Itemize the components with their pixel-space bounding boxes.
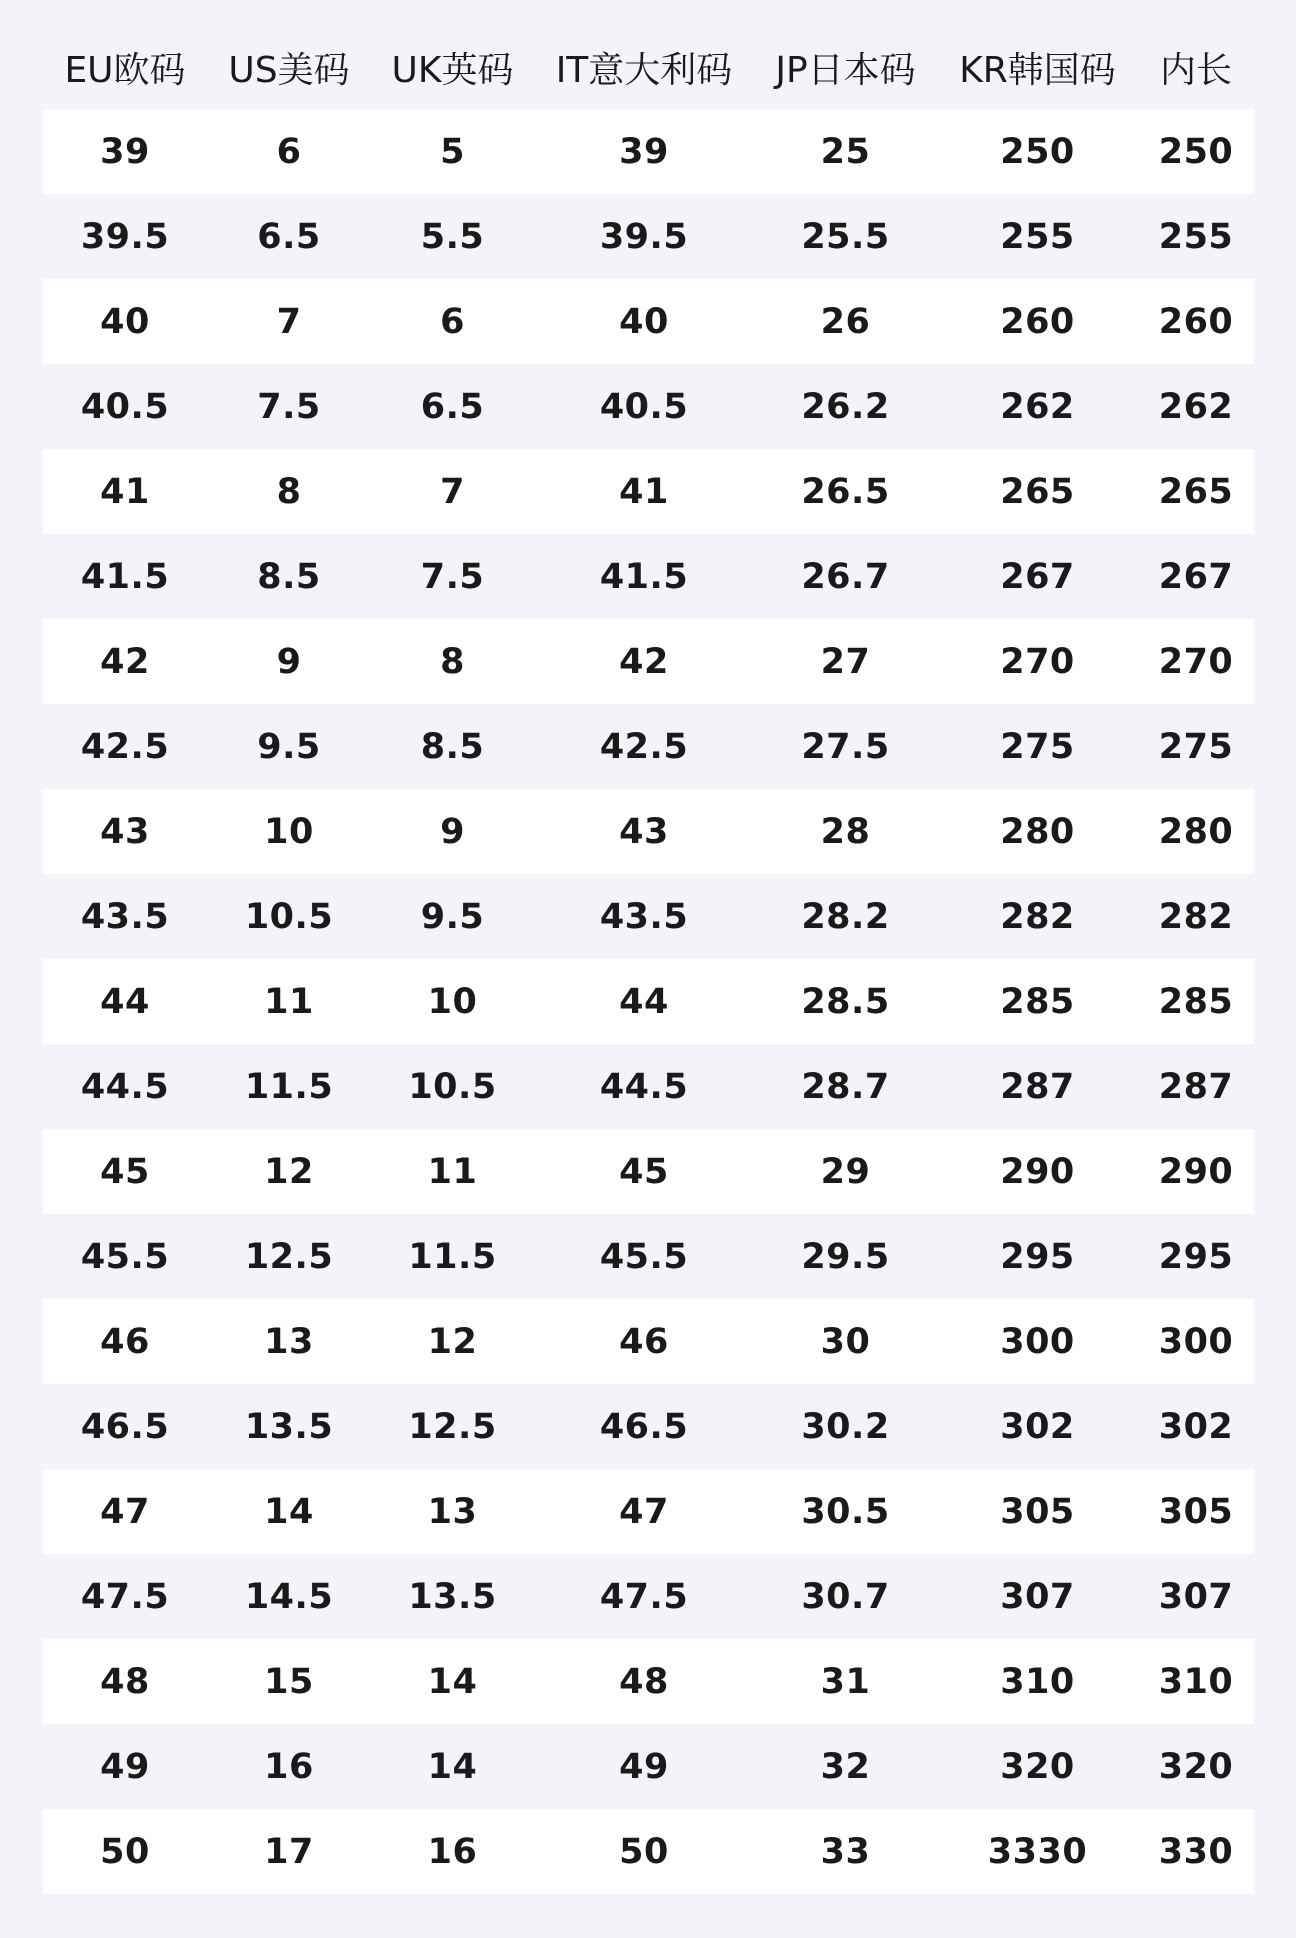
cell-it: 44.5 — [599, 1066, 689, 1107]
cell-jp: 29 — [820, 1151, 871, 1192]
cell-inner-length: 320 — [1158, 1746, 1234, 1787]
cell-inner-length: 290 — [1158, 1151, 1234, 1192]
cell-inner-length: 287 — [1158, 1066, 1234, 1107]
cell-us: 14 — [264, 1491, 314, 1532]
cell-jp: 26.2 — [801, 386, 890, 427]
cell-inner-length: 280 — [1158, 811, 1234, 852]
table-row — [43, 194, 1254, 279]
cell-it: 46 — [619, 1321, 669, 1362]
cell-us: 8 — [276, 471, 302, 512]
cell-eu: 45 — [100, 1151, 150, 1192]
cell-inner-length: 275 — [1158, 726, 1234, 767]
table-row — [43, 1044, 1254, 1129]
cell-jp: 25.5 — [801, 216, 890, 257]
cell-jp: 28 — [820, 811, 871, 852]
cell-it: 41.5 — [599, 556, 689, 597]
table-row — [43, 1214, 1254, 1299]
table-row — [43, 704, 1254, 789]
cell-kr: 250 — [1000, 131, 1075, 172]
cell-kr: 320 — [1000, 1746, 1075, 1787]
cell-kr: 260 — [1000, 301, 1075, 342]
cell-kr: 307 — [1000, 1576, 1075, 1617]
table-body — [43, 109, 1254, 1894]
cell-us: 14.5 — [244, 1576, 334, 1617]
header-it: IT意大利码 — [555, 49, 733, 91]
cell-us: 11 — [264, 981, 314, 1022]
header-kr: KR韩国码 — [959, 49, 1116, 91]
cell-inner-length: 295 — [1158, 1236, 1234, 1277]
cell-it: 41 — [619, 471, 669, 512]
cell-uk: 11 — [427, 1151, 478, 1192]
cell-inner-length: 302 — [1158, 1406, 1234, 1447]
table-row — [43, 874, 1254, 959]
cell-uk: 5 — [440, 131, 465, 172]
cell-uk: 11.5 — [408, 1236, 497, 1277]
cell-jp: 27 — [820, 641, 871, 682]
cell-uk: 13.5 — [408, 1576, 497, 1617]
cell-us: 9 — [276, 641, 302, 682]
cell-kr: 262 — [1000, 386, 1075, 427]
cell-uk: 5.5 — [420, 216, 485, 257]
cell-inner-length: 265 — [1158, 471, 1234, 512]
cell-uk: 14 — [427, 1746, 478, 1787]
cell-kr: 275 — [1000, 726, 1075, 767]
cell-inner-length: 260 — [1158, 301, 1234, 342]
cell-eu: 42 — [100, 641, 150, 682]
cell-kr: 295 — [1000, 1236, 1075, 1277]
cell-inner-length: 262 — [1158, 386, 1234, 427]
cell-it: 42.5 — [599, 726, 689, 767]
cell-inner-length: 305 — [1158, 1491, 1234, 1532]
cell-eu: 41.5 — [80, 556, 170, 597]
cell-kr: 287 — [1000, 1066, 1075, 1107]
cell-us: 6 — [276, 131, 302, 172]
cell-uk: 16 — [427, 1831, 478, 1872]
cell-jp: 33 — [820, 1831, 871, 1872]
cell-inner-length: 300 — [1158, 1321, 1234, 1362]
table-row — [43, 1554, 1254, 1639]
cell-inner-length: 250 — [1158, 131, 1234, 172]
table-row — [43, 1639, 1254, 1724]
cell-kr: 3330 — [987, 1831, 1088, 1872]
cell-eu: 47 — [100, 1491, 150, 1532]
cell-jp: 28.7 — [801, 1066, 890, 1107]
cell-us: 10.5 — [244, 896, 334, 937]
cell-us: 6.5 — [257, 216, 321, 257]
table-row — [43, 1384, 1254, 1469]
cell-it: 50 — [619, 1831, 669, 1872]
cell-uk: 6 — [440, 301, 465, 342]
cell-eu: 46 — [100, 1321, 150, 1362]
cell-eu: 43 — [100, 811, 150, 852]
cell-jp: 28.2 — [801, 896, 890, 937]
cell-inner-length: 285 — [1158, 981, 1234, 1022]
cell-it: 39.5 — [599, 216, 689, 257]
cell-uk: 12 — [427, 1321, 478, 1362]
cell-jp: 32 — [820, 1746, 871, 1787]
cell-eu: 48 — [100, 1661, 150, 1702]
cell-inner-length: 255 — [1158, 216, 1234, 257]
cell-jp: 26.5 — [801, 471, 890, 512]
cell-it: 44 — [619, 981, 669, 1022]
cell-it: 40.5 — [599, 386, 689, 427]
cell-kr: 305 — [1000, 1491, 1075, 1532]
cell-kr: 285 — [1000, 981, 1075, 1022]
cell-kr: 300 — [1000, 1321, 1075, 1362]
cell-inner-length: 282 — [1158, 896, 1234, 937]
cell-uk: 6.5 — [420, 386, 485, 427]
cell-inner-length: 307 — [1158, 1576, 1234, 1617]
cell-uk: 8.5 — [420, 726, 485, 767]
cell-us: 9.5 — [257, 726, 321, 767]
cell-eu: 41 — [100, 471, 150, 512]
header-row — [43, 25, 1254, 109]
table-row — [43, 959, 1254, 1044]
cell-us: 10 — [264, 811, 314, 852]
cell-us: 12 — [264, 1151, 314, 1192]
cell-eu: 44.5 — [80, 1066, 170, 1107]
cell-uk: 8 — [440, 641, 465, 682]
cell-kr: 302 — [1000, 1406, 1075, 1447]
cell-us: 8.5 — [257, 556, 321, 597]
table-row — [43, 1299, 1254, 1384]
cell-eu: 39.5 — [80, 216, 170, 257]
cell-kr: 265 — [1000, 471, 1075, 512]
cell-kr: 267 — [1000, 556, 1075, 597]
cell-it: 47 — [619, 1491, 669, 1532]
table-row — [43, 789, 1254, 874]
cell-it: 43.5 — [599, 896, 689, 937]
table-row — [43, 1129, 1254, 1214]
cell-it: 46.5 — [599, 1406, 689, 1447]
cell-kr: 280 — [1000, 811, 1075, 852]
cell-it: 48 — [619, 1661, 669, 1702]
table-row — [43, 534, 1254, 619]
cell-uk: 12.5 — [408, 1406, 497, 1447]
cell-inner-length: 267 — [1158, 556, 1234, 597]
cell-eu: 46.5 — [80, 1406, 170, 1447]
cell-uk: 7 — [440, 471, 465, 512]
cell-eu: 42.5 — [80, 726, 170, 767]
cell-us: 12.5 — [244, 1236, 334, 1277]
header-inner-length: 内长 — [1159, 49, 1232, 91]
cell-jp: 27.5 — [801, 726, 890, 767]
table-row — [43, 1724, 1254, 1809]
header-eu: EU欧码 — [64, 49, 186, 91]
header-jp: JP日本码 — [775, 49, 916, 91]
header-us: US美码 — [228, 49, 350, 91]
cell-it: 45.5 — [599, 1236, 689, 1277]
cell-jp: 26.7 — [801, 556, 890, 597]
cell-us: 7 — [276, 301, 302, 342]
table-row — [43, 619, 1254, 704]
cell-kr: 255 — [1000, 216, 1075, 257]
cell-uk: 10 — [427, 981, 478, 1022]
cell-uk: 10.5 — [408, 1066, 497, 1107]
cell-inner-length: 270 — [1158, 641, 1234, 682]
cell-jp: 30.7 — [801, 1576, 890, 1617]
cell-uk: 7.5 — [420, 556, 485, 597]
cell-kr: 270 — [1000, 641, 1075, 682]
table-row — [43, 279, 1254, 364]
table-row — [43, 1809, 1254, 1894]
cell-eu: 40 — [100, 301, 150, 342]
cell-uk: 14 — [427, 1661, 478, 1702]
cell-it: 39 — [619, 131, 669, 172]
cell-uk: 9.5 — [420, 896, 485, 937]
size-chart-table — [43, 25, 1254, 1894]
cell-jp: 29.5 — [801, 1236, 890, 1277]
cell-uk: 13 — [427, 1491, 478, 1532]
cell-us: 11.5 — [244, 1066, 334, 1107]
cell-us: 13 — [264, 1321, 314, 1362]
cell-inner-length: 310 — [1158, 1661, 1234, 1702]
cell-it: 49 — [619, 1746, 669, 1787]
cell-us: 17 — [264, 1831, 314, 1872]
cell-eu: 50 — [100, 1831, 150, 1872]
cell-jp: 25 — [820, 131, 871, 172]
table-row — [43, 364, 1254, 449]
cell-it: 40 — [619, 301, 669, 342]
cell-inner-length: 330 — [1158, 1831, 1234, 1872]
table-row — [43, 109, 1254, 194]
cell-us: 13.5 — [244, 1406, 334, 1447]
cell-eu: 39 — [100, 131, 150, 172]
cell-kr: 310 — [1000, 1661, 1075, 1702]
cell-jp: 30.5 — [801, 1491, 890, 1532]
cell-jp: 31 — [820, 1661, 871, 1702]
cell-us: 15 — [264, 1661, 314, 1702]
cell-jp: 28.5 — [801, 981, 890, 1022]
cell-uk: 9 — [440, 811, 465, 852]
header-uk: UK英码 — [391, 49, 514, 91]
cell-eu: 45.5 — [80, 1236, 170, 1277]
table-row — [43, 449, 1254, 534]
cell-jp: 30.2 — [801, 1406, 890, 1447]
cell-eu: 47.5 — [80, 1576, 170, 1617]
cell-eu: 40.5 — [80, 386, 170, 427]
cell-it: 47.5 — [599, 1576, 689, 1617]
cell-us: 16 — [264, 1746, 314, 1787]
cell-jp: 30 — [820, 1321, 871, 1362]
cell-eu: 43.5 — [80, 896, 170, 937]
cell-kr: 290 — [1000, 1151, 1075, 1192]
cell-us: 7.5 — [257, 386, 321, 427]
cell-it: 42 — [619, 641, 669, 682]
cell-eu: 44 — [100, 981, 150, 1022]
cell-eu: 49 — [100, 1746, 150, 1787]
cell-jp: 26 — [820, 301, 871, 342]
table-row — [43, 1469, 1254, 1554]
cell-kr: 282 — [1000, 896, 1075, 937]
cell-it: 45 — [619, 1151, 669, 1192]
cell-it: 43 — [619, 811, 669, 852]
